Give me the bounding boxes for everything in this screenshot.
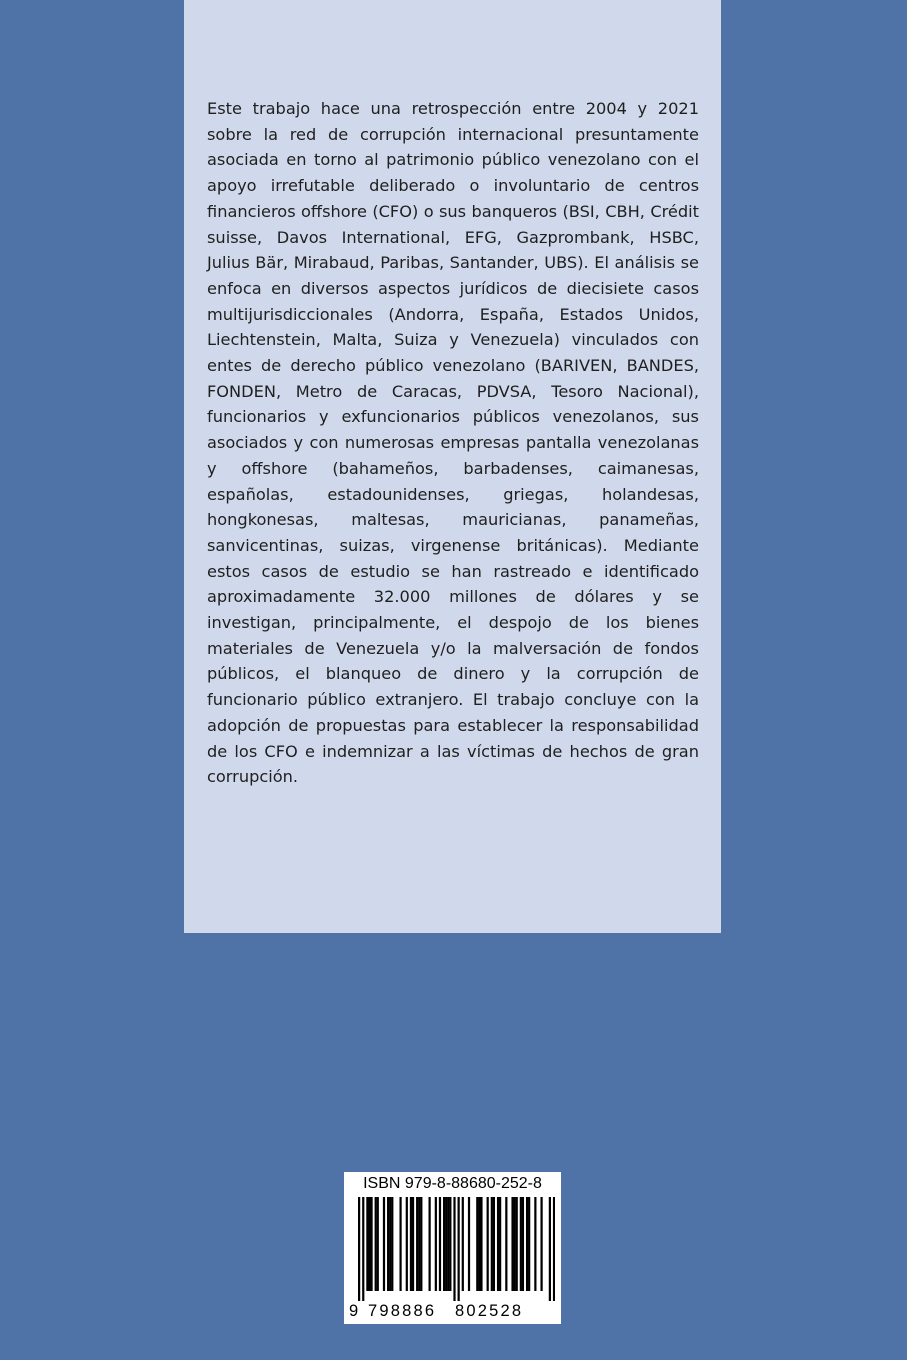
barcode-bar bbox=[487, 1197, 489, 1291]
barcode-guard-bar bbox=[553, 1197, 555, 1301]
barcode-bar bbox=[412, 1197, 414, 1291]
barcode-bar bbox=[540, 1197, 542, 1291]
barcode-bar bbox=[520, 1197, 522, 1291]
barcode-bar bbox=[516, 1197, 518, 1291]
barcode-bar bbox=[416, 1197, 418, 1291]
barcode-bar bbox=[478, 1197, 480, 1291]
barcode-bar bbox=[526, 1197, 528, 1291]
barcode-bar bbox=[366, 1197, 368, 1291]
barcode-bar bbox=[462, 1197, 464, 1291]
barcode-bar bbox=[534, 1197, 536, 1291]
barcode-bar bbox=[445, 1197, 447, 1291]
barcode-bar bbox=[435, 1197, 437, 1291]
isbn-label: ISBN 979-8-88680-252-8 bbox=[363, 1175, 542, 1192]
barcode-bar bbox=[420, 1197, 422, 1291]
barcode-digit-first: 9 bbox=[349, 1302, 359, 1320]
barcode-bar bbox=[491, 1197, 493, 1291]
blurb-text: Este trabajo hace una retrospección entre 2004 y 2021 sobre la red de corrupción internacional presuntamente asociada en torno al patrimonio público venezolano con el apoyo irrefutable deliberado o involuntario de centros financieros offshore (CFO) o sus banqueros (BSI, CBH, Crédit suisse, Davos International, EFG, Gazprombank, HSBC, Julius Bär, Mirabaud, Paribas, Santander, UBS). El análisis se enfoca en diversos aspectos jurídicos de diecisiete casos multijurisdiccionales (Andorra, España, Estados Unidos, Liechtenstein, Malta, Suiza y Venezuela) vinculados con entes de derecho público venezolano (BARIVEN, BANDES, FONDEN, Metro de Caracas, PDVSA, Tesoro Nacional), funcionarios y exfuncionarios públicos venezolanos, sus asociados y con numerosas empresas pantalla venezolanas y offshore (bahameños, barbadenses, caimanesas, españolas, estadounidenses, griegas, holandesas, hongkonesas, maltesas, mauricianas, panameñas, sanvicentinas, suizas, virgenense británicas). Mediante estos casos de estudio se han rastreado e identificado aproximadamente 32.000 millones de dólares y se investigan, principalmente, el despojo de los bienes materiales de Venezuela y/o la malversación de fondos públicos, el blanqueo de dinero y la corrupción de funcionario público extranjero. El trabajo concluye con la adopción de propuestas para establecer la responsabilidad de los CFO e indemnizar a las víctimas de hechos de gran corrupción. bbox=[207, 99, 699, 787]
barcode-bar bbox=[418, 1197, 420, 1291]
barcode-guard-bar bbox=[458, 1197, 460, 1301]
barcode-bar bbox=[370, 1197, 372, 1291]
barcode-bar bbox=[497, 1197, 499, 1291]
barcode-bar bbox=[514, 1197, 516, 1291]
barcode-digits-right: 802528 bbox=[455, 1302, 524, 1320]
barcode-bar bbox=[528, 1197, 530, 1291]
barcode-bar bbox=[468, 1197, 470, 1291]
barcode-bar bbox=[449, 1197, 451, 1291]
barcode-bar bbox=[410, 1197, 412, 1291]
barcode-bar bbox=[443, 1197, 445, 1291]
barcode-bar bbox=[377, 1197, 379, 1291]
barcode-bar bbox=[399, 1197, 401, 1291]
barcode-bar bbox=[476, 1197, 478, 1291]
barcode-bar bbox=[439, 1197, 441, 1291]
barcode-graphic bbox=[349, 1197, 555, 1301]
barcode-bar bbox=[522, 1197, 524, 1291]
barcode-bar bbox=[493, 1197, 495, 1291]
barcode-bar bbox=[429, 1197, 431, 1291]
barcode-bar bbox=[387, 1197, 389, 1291]
barcode-bar bbox=[391, 1197, 393, 1291]
barcode-bar bbox=[480, 1197, 482, 1291]
barcode-bar bbox=[406, 1197, 408, 1291]
barcode-bar bbox=[505, 1197, 507, 1291]
barcode-bar bbox=[368, 1197, 370, 1291]
barcode-bars bbox=[349, 1197, 555, 1301]
barcode-bar bbox=[447, 1197, 449, 1291]
barcode-guard-bar bbox=[549, 1197, 551, 1301]
barcode-bar bbox=[389, 1197, 391, 1291]
barcode-bar bbox=[383, 1197, 385, 1291]
barcode-guard-bar bbox=[358, 1197, 360, 1301]
barcode-bar bbox=[511, 1197, 513, 1291]
barcode-guard-bar bbox=[453, 1197, 455, 1301]
barcode-guard-bar bbox=[362, 1197, 364, 1301]
barcode-digits-left: 798886 bbox=[368, 1302, 437, 1320]
barcode-bar bbox=[375, 1197, 377, 1291]
barcode-bar bbox=[499, 1197, 501, 1291]
